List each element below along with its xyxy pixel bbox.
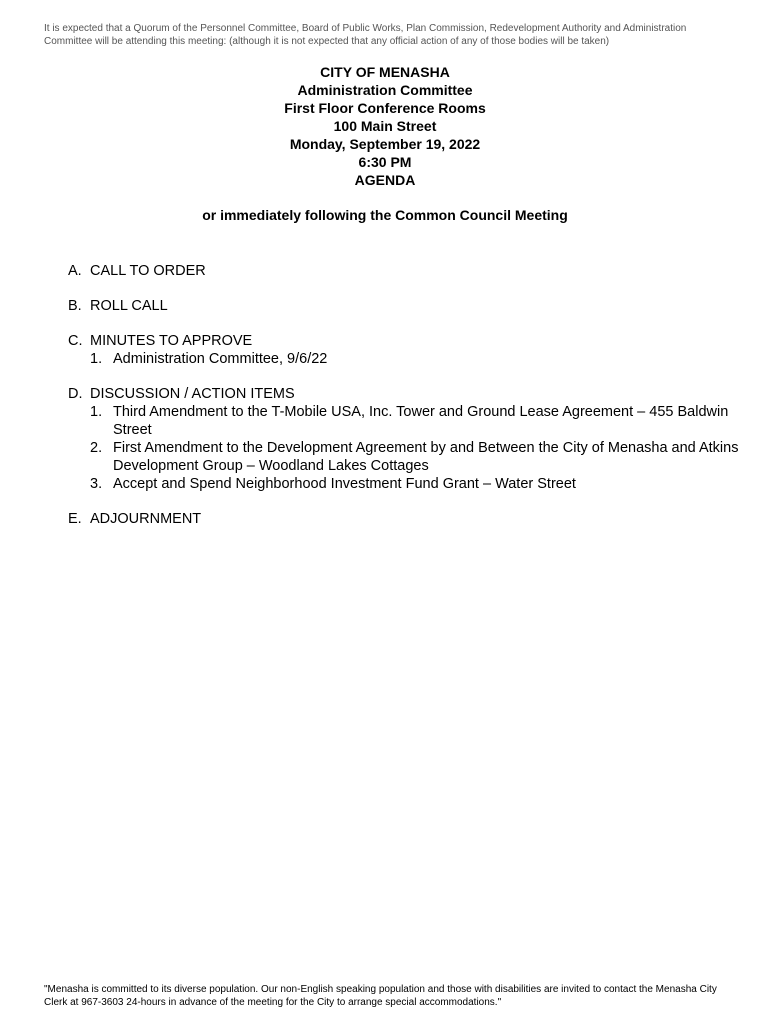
item-number: 3. [90,476,103,492]
item-text: Third Amendment to the T-Mobile USA, Inc. Tower and Ground Lease Agreement – 455 Baldwin Street [113,404,729,438]
item-text: First Amendment to the Development Agreement by and Between the City of Menasha and Atkins Development Group – Woodland Lakes Cottages [113,440,739,474]
agenda-section-discussion [68,385,748,493]
list-item [90,350,748,368]
meeting-time: 6:30 PM [358,154,412,170]
item-text: Administration Committee, 9/6/22 [113,351,328,367]
item-number: 1. [90,404,103,420]
meeting-address: 100 Main Street [333,118,437,134]
accessibility-notice: "Menasha is committed to its diverse population. Our non-English speaking population and those with disabilities are invited to contact the Menasha City Clerk at 967-3603 24-hours in advance of the meeting for the City to arrange special accommodations." [44,984,717,1008]
meeting-timing-note: or immediately following the Common Council Meeting [202,207,568,223]
section-title: ADJOURNMENT [90,511,202,527]
section-letter: C. [68,333,83,349]
section-title: CALL TO ORDER [90,263,206,279]
committee-name: Administration Committee [297,82,473,98]
section-title: MINUTES TO APPROVE [90,333,253,349]
section-title: DISCUSSION / ACTION ITEMS [90,386,295,402]
city-name: CITY OF MENASHA [320,64,450,80]
section-letter: A. [68,263,82,279]
agenda-section-adjournment [68,510,748,528]
section-title: ROLL CALL [90,298,168,314]
quorum-notice: It is expected that a Quorum of the Personnel Committee, Board of Public Works, Plan Commission, Redevelopment Authority and Administration Committee will be attending this meeting: (although it is not expected that any official action of any of those bodies will be taken) [44,23,687,47]
list-item [90,439,748,475]
agenda-header [0,63,770,189]
section-letter: E. [68,511,82,527]
agenda-list [68,262,748,545]
section-letter: D. [68,386,83,402]
agenda-section-minutes [68,332,748,368]
agenda-section-call-to-order [68,262,748,280]
document-title: AGENDA [354,172,416,188]
item-number: 1. [90,351,103,367]
item-number: 2. [90,440,103,456]
meeting-date: Monday, September 19, 2022 [289,136,481,152]
section-letter: B. [68,298,82,314]
agenda-section-roll-call [68,297,748,315]
item-text: Accept and Spend Neighborhood Investment Fund Grant – Water Street [113,476,576,492]
list-item [90,475,748,493]
meeting-location: First Floor Conference Rooms [284,100,486,116]
list-item [90,403,748,439]
